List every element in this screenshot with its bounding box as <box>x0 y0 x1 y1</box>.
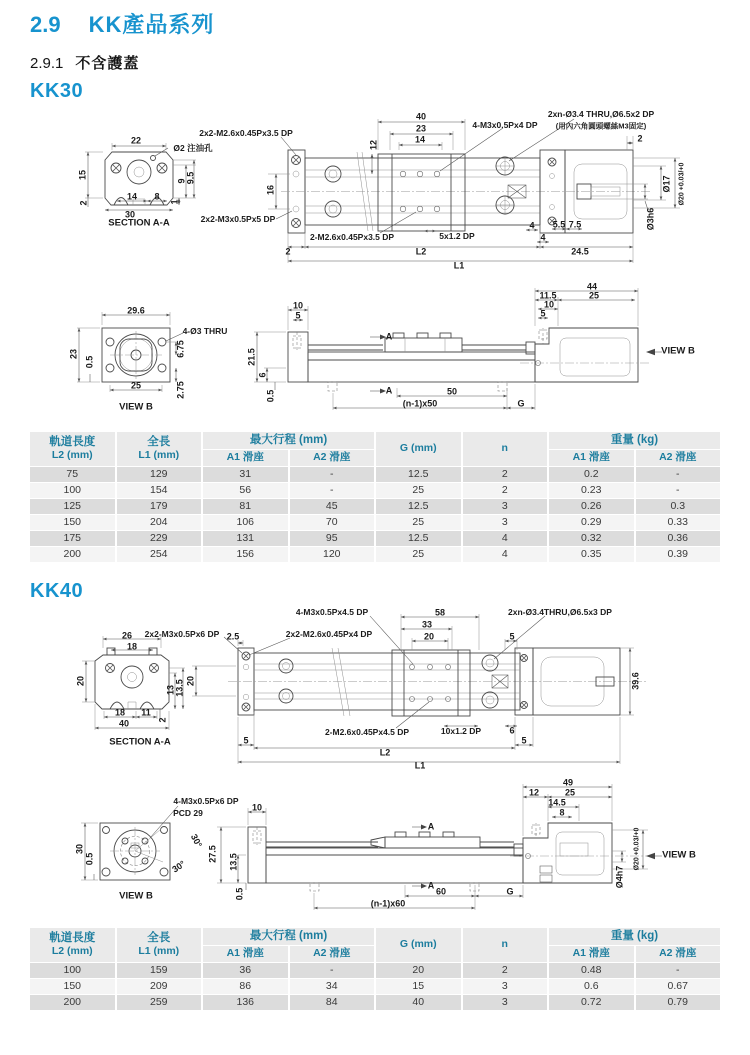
table-cell: 12.5 <box>376 467 461 482</box>
dim-label: 14.5 <box>548 797 566 808</box>
table-cell: 131 <box>203 531 288 546</box>
dim-label: 30° <box>170 858 188 875</box>
dim-label: 30 <box>74 843 85 855</box>
subsection-heading <box>30 52 139 73</box>
table-cell: 40 <box>376 995 461 1010</box>
dim-label: Ø4h7 <box>614 865 625 889</box>
kk40-side-view-drawing <box>217 784 662 910</box>
dim-label: 25 <box>588 290 600 301</box>
table-cell: 179 <box>117 499 202 514</box>
dim-label: 40 <box>118 718 130 729</box>
table-row <box>30 499 720 514</box>
dim-label: 10 <box>292 300 304 311</box>
table-cell: 159 <box>117 963 202 978</box>
dim-label: Ø17 <box>661 175 672 193</box>
dim-label: 2 <box>285 246 291 257</box>
table-cell: 150 <box>30 515 115 530</box>
dim-label: 5x1.2 DP <box>439 230 475 241</box>
kk40-title: KK40 <box>30 580 84 602</box>
dim-label: 30° <box>188 832 205 850</box>
col-header-a2-slider: A2 滑座 <box>290 946 375 962</box>
table-cell: 229 <box>117 531 202 546</box>
dim-label: 2.5 <box>226 631 240 642</box>
dim-label: Ø20 +0.03/+0 <box>633 827 641 871</box>
col-header-weight: 重量 (kg) <box>549 432 720 449</box>
col-header-a2-slider: A2 滑座 <box>290 450 375 466</box>
dim-label: 20 <box>423 631 435 642</box>
kk40-view-b-drawing <box>81 806 178 880</box>
dim-label: 18 <box>126 641 138 652</box>
col-header-l2: 軌道長度 L2 (mm) <box>30 432 115 466</box>
col-header-weight: 重量 (kg) <box>549 928 720 945</box>
col-header-n: n <box>463 928 548 962</box>
dim-label: SECTION A-A <box>108 217 170 229</box>
table-row <box>30 963 720 978</box>
dim-label: A <box>427 821 435 832</box>
table-cell: 0.33 <box>636 515 721 530</box>
table-cell: 0.29 <box>549 515 634 530</box>
dim-label: 2x2-M3x0.5Px5 DP <box>200 213 276 224</box>
table-row <box>30 467 720 482</box>
table-row <box>30 483 720 498</box>
dim-label: 5 <box>509 631 515 642</box>
dim-label: 22 <box>130 135 142 146</box>
table-cell: 84 <box>290 995 375 1010</box>
dim-label: (n-1)x60 <box>370 898 406 909</box>
table-cell: 200 <box>30 995 115 1010</box>
table-cell: 0.26 <box>549 499 634 514</box>
dim-label: 16 <box>265 184 276 196</box>
dim-label: 9.5 <box>185 171 196 185</box>
table-cell: 154 <box>117 483 202 498</box>
dim-label: 20 <box>185 675 196 687</box>
dim-label: 2-M2.6x0.45Px4.5 DP <box>324 726 410 737</box>
table-cell: 3 <box>463 499 548 514</box>
table-cell: 15 <box>376 979 461 994</box>
table-cell: 0.48 <box>549 963 634 978</box>
dim-label: VIEW B <box>662 849 696 861</box>
dim-label: 5 <box>243 735 249 746</box>
dim-label: 14 <box>126 191 138 202</box>
dim-label: 13.5 <box>174 679 185 697</box>
col-header-a1-slider: A1 滑座 <box>203 450 288 466</box>
table-cell: 0.79 <box>636 995 721 1010</box>
dim-label: 2xn-Ø3.4 THRU,Ø6.5x2 DP <box>547 108 655 119</box>
table-cell: 150 <box>30 979 115 994</box>
table-cell: 34 <box>290 979 375 994</box>
table-cell: 12.5 <box>376 531 461 546</box>
dim-label: 2 <box>78 200 89 206</box>
dim-label: 23 <box>68 348 79 360</box>
dim-label: 4-M3x0.5Px4.5 DP <box>295 606 369 617</box>
dim-label: 4-M3x0.5Px6 DP <box>173 795 239 806</box>
dim-label: Ø3h6 <box>645 207 656 231</box>
table-cell: 0.32 <box>549 531 634 546</box>
table-cell: 86 <box>203 979 288 994</box>
col-header-a1-slider: A1 滑座 <box>203 946 288 962</box>
dim-label: (n-1)x50 <box>402 398 438 409</box>
table-cell: 156 <box>203 547 288 562</box>
dim-label: PCD 29 <box>173 807 203 818</box>
table-cell: 45 <box>290 499 375 514</box>
dim-label: 10x1.2 DP <box>440 725 482 736</box>
dim-label: 2xn-Ø3.4THRU,Ø6.5x3 DP <box>508 606 612 617</box>
dim-label: L2 <box>379 747 391 758</box>
table-cell: 125 <box>30 499 115 514</box>
table-cell: 0.36 <box>636 531 721 546</box>
section-title: KK產品系列 <box>88 12 215 37</box>
kk30-view-b-drawing <box>77 312 183 392</box>
dim-label: 11 <box>141 707 151 718</box>
table-cell: 0.39 <box>636 547 721 562</box>
dim-label: 8 <box>154 191 160 202</box>
table-row <box>30 547 720 562</box>
dim-label: 14 <box>414 134 426 145</box>
section-heading <box>30 8 214 39</box>
dim-label: Ø20 +0.03/+0 <box>678 162 686 206</box>
dim-label: 21.5 <box>246 348 257 366</box>
section-number: 2.9 <box>30 12 61 37</box>
kk30-title: KK30 <box>30 80 84 102</box>
dim-label: 26 <box>121 630 133 641</box>
dim-label: (用內六角圓頭螺絲M3固定) <box>555 121 647 131</box>
table-cell: 3 <box>463 515 548 530</box>
dim-label: 30 <box>124 209 136 220</box>
dim-label: 4-Ø3 THRU <box>182 325 228 336</box>
kk40-section-aa-drawing <box>82 636 185 730</box>
dim-label: 8 <box>559 807 565 818</box>
dim-label: 49 <box>562 777 574 788</box>
dim-label: 4-M3x0.5Px4 DP <box>472 119 538 130</box>
table-cell: 4 <box>463 547 548 562</box>
dim-label: 23 <box>415 123 427 134</box>
col-header-l1: 全長 L1 (mm) <box>117 432 202 466</box>
kk30-spec-table <box>28 431 722 563</box>
subsection-number: 2.9.1 <box>30 55 64 72</box>
table-cell: 2 <box>463 963 548 978</box>
dim-label: 6 <box>257 372 268 378</box>
table-cell: 25 <box>376 483 461 498</box>
table-cell: 3 <box>463 995 548 1010</box>
table-cell: 56 <box>203 483 288 498</box>
dim-label: 2x2-M2.6x0.45Px3.5 DP <box>199 127 293 138</box>
dim-label: 0.5 <box>234 887 245 901</box>
subsection-title: 不含護蓋 <box>75 55 140 72</box>
table-row <box>30 995 720 1010</box>
kk30-section-aa-drawing <box>85 143 196 210</box>
dim-label: 5.5 <box>552 219 566 230</box>
table-cell: 0.3 <box>636 499 721 514</box>
dim-label: 4 <box>529 220 535 231</box>
table-cell: 100 <box>30 963 115 978</box>
dim-label: 4 <box>540 232 546 243</box>
kk40-plan-view-drawing <box>192 614 648 764</box>
dim-label: L2 <box>415 246 427 257</box>
col-header-max-stroke: 最大行程 (mm) <box>203 432 374 449</box>
dim-label: 2x2-M3x0.5Px6 DP <box>144 628 220 639</box>
table-cell: 25 <box>376 515 461 530</box>
table-cell: 3 <box>463 979 548 994</box>
table-cell: 0.6 <box>549 979 634 994</box>
dim-label: L1 <box>414 760 426 771</box>
table-cell: 25 <box>376 547 461 562</box>
dim-label: 6 <box>509 725 515 736</box>
col-header-weight-a1: A1 滑座 <box>549 946 634 962</box>
table-cell: 0.35 <box>549 547 634 562</box>
dim-label: G <box>517 398 525 409</box>
kk30-side-view-drawing <box>254 288 662 410</box>
table-cell: - <box>290 483 375 498</box>
dim-label: 5 <box>295 310 301 321</box>
dim-label: 2.75 <box>175 381 186 399</box>
dim-label: 27.5 <box>207 845 218 863</box>
col-header-weight-a2: A2 滑座 <box>636 450 721 466</box>
dim-label: 13 <box>165 684 176 696</box>
dim-label: 25 <box>564 787 576 798</box>
dim-label: SECTION A-A <box>109 736 171 748</box>
dim-label: 1 <box>169 199 180 205</box>
table-cell: 120 <box>290 547 375 562</box>
dim-label: L1 <box>453 260 465 271</box>
dim-label: A <box>385 331 393 342</box>
col-header-weight-a2: A2 滑座 <box>636 946 721 962</box>
table-cell: 0.72 <box>549 995 634 1010</box>
table-cell: - <box>290 963 375 978</box>
dim-label: 40 <box>415 111 427 122</box>
dim-label: 39.6 <box>630 672 641 690</box>
dim-label: 58 <box>434 607 446 618</box>
col-header-max-stroke: 最大行程 (mm) <box>203 928 374 945</box>
dim-label: 5 <box>521 735 527 746</box>
table-cell: 209 <box>117 979 202 994</box>
table-cell: 254 <box>117 547 202 562</box>
table-cell: 31 <box>203 467 288 482</box>
dim-label: 5 <box>540 308 546 319</box>
col-header-n: n <box>463 432 548 466</box>
dim-label: VIEW B <box>119 401 153 413</box>
table-cell: 4 <box>463 531 548 546</box>
dim-label: 11.5 <box>539 290 557 301</box>
table-cell: 100 <box>30 483 115 498</box>
table-cell: 0.2 <box>549 467 634 482</box>
table-cell: - <box>636 467 721 482</box>
dim-label: VIEW B <box>119 890 153 902</box>
table-cell: 175 <box>30 531 115 546</box>
col-header-weight-a1: A1 滑座 <box>549 450 634 466</box>
table-cell: 129 <box>117 467 202 482</box>
table-cell: 70 <box>290 515 375 530</box>
table-row <box>30 531 720 546</box>
table-cell: 136 <box>203 995 288 1010</box>
col-header-l2: 軌道長度 L2 (mm) <box>30 928 115 962</box>
dim-label: 2 <box>157 717 168 723</box>
table-row <box>30 515 720 530</box>
col-header-g: G (mm) <box>376 928 461 962</box>
col-header-g: G (mm) <box>376 432 461 466</box>
dim-label: 29.6 <box>127 305 145 316</box>
dim-label: 18 <box>114 707 126 718</box>
dim-label: 7.5 <box>568 219 582 230</box>
table-cell: 2 <box>463 483 548 498</box>
table-cell: 0.23 <box>549 483 634 498</box>
table-cell: 20 <box>376 963 461 978</box>
table-cell: - <box>636 963 721 978</box>
table-cell: 95 <box>290 531 375 546</box>
dim-label: 25 <box>130 380 142 391</box>
table-cell: 259 <box>117 995 202 1010</box>
dim-label: 24.5 <box>571 246 589 257</box>
dim-label: 2-M2.6x0.45Px3.5 DP <box>309 231 395 242</box>
kk40-spec-table <box>28 927 722 1011</box>
dim-label: 2x2-M2.6x0.45Px4 DP <box>285 628 373 639</box>
table-cell: 12.5 <box>376 499 461 514</box>
dim-label: 44 <box>586 281 598 292</box>
dim-label: 33 <box>421 619 433 630</box>
dim-label: A <box>427 880 435 891</box>
table-cell: 0.67 <box>636 979 721 994</box>
dim-label: 0.5 <box>84 355 95 369</box>
dim-label: 6.75 <box>175 340 186 358</box>
dim-label: 9 <box>176 178 187 184</box>
dim-label: A <box>385 385 393 396</box>
dim-label: Ø2 注油孔 <box>173 142 213 153</box>
dim-label: 15 <box>77 169 88 181</box>
table-row <box>30 979 720 994</box>
table-cell: 81 <box>203 499 288 514</box>
dim-label: 12 <box>368 139 379 151</box>
table-cell: 204 <box>117 515 202 530</box>
dim-label: 2 <box>637 133 643 144</box>
dim-label: VIEW B <box>661 345 695 357</box>
dim-label: 20 <box>75 675 86 687</box>
table-cell: - <box>636 483 721 498</box>
dim-label: 12 <box>528 787 540 798</box>
dim-label: 50 <box>446 386 458 397</box>
table-cell: - <box>290 467 375 482</box>
table-cell: 2 <box>463 467 548 482</box>
table-cell: 36 <box>203 963 288 978</box>
table-cell: 106 <box>203 515 288 530</box>
table-cell: 75 <box>30 467 115 482</box>
col-header-l1: 全長 L1 (mm) <box>117 928 202 962</box>
table-cell: 200 <box>30 547 115 562</box>
kk30-plan-view-drawing <box>265 119 680 263</box>
dim-label: 10 <box>543 299 555 310</box>
dim-label: G <box>506 886 514 897</box>
dim-label: 0.5 <box>84 852 95 866</box>
dim-label: 0.5 <box>265 389 276 403</box>
dim-label: 13.5 <box>228 853 239 871</box>
dim-label: 10 <box>251 802 263 813</box>
dim-label: 60 <box>435 886 447 897</box>
